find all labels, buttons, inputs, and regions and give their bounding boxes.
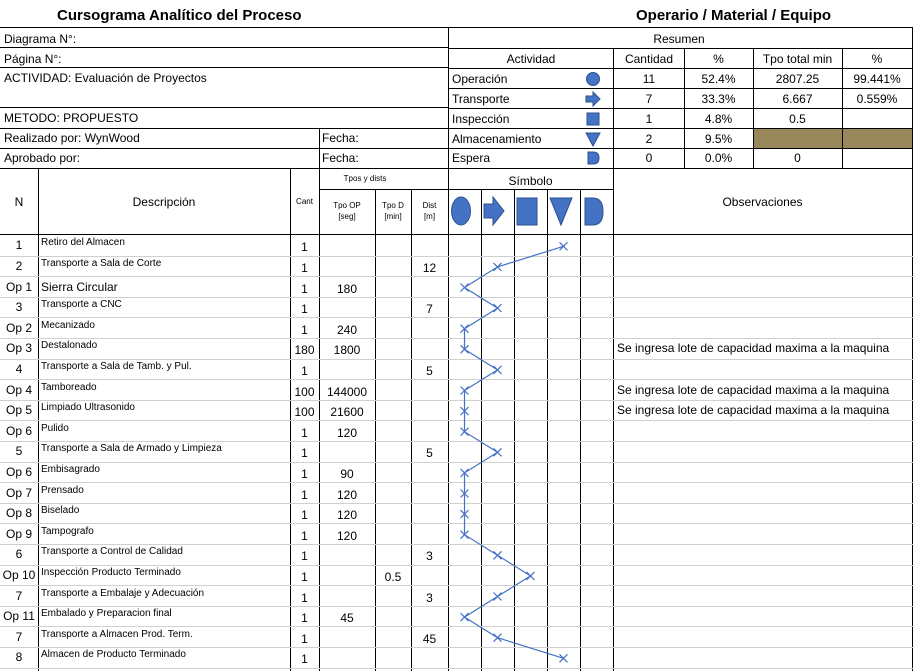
resumen-pct2-header: % <box>871 52 883 66</box>
row-cant: 1 <box>301 611 308 626</box>
flow-step-x-marker <box>560 242 568 250</box>
row-number: Op 11 <box>3 609 35 624</box>
row-observacion: Se ingresa lote de capacidad maxima a la maquina <box>617 382 890 397</box>
row-description: Transporte a Sala de Corte <box>41 257 162 269</box>
row-description: Tamboreado <box>41 381 97 393</box>
col-tiempos-header: Tpos y dists <box>343 174 387 183</box>
row-dist: 45 <box>422 631 437 646</box>
row-number: Op 4 <box>5 382 32 397</box>
resumen-pct-header: % <box>713 52 724 66</box>
row-dist: 3 <box>426 590 433 605</box>
row-dist: 7 <box>426 302 433 317</box>
row-number: Op 6 <box>5 423 32 438</box>
resumen-row-pct: 4.8% <box>704 112 733 126</box>
row-tpo-op: 120 <box>336 528 358 543</box>
row-cant: 100 <box>294 384 315 399</box>
row-cant: 180 <box>294 343 315 358</box>
row-tpo-op: 120 <box>336 425 358 440</box>
resumen-row-pct2: 0.559% <box>856 92 898 106</box>
row-dist: 3 <box>426 549 433 564</box>
flow-step-x-marker <box>527 572 535 580</box>
row-number: 5 <box>15 444 23 459</box>
metodo-label: METODO: PROPUESTO <box>4 111 139 125</box>
resumen-row-tpo: 2807.25 <box>775 72 820 86</box>
resumen-tpo-header: Tpo total min <box>762 52 833 66</box>
actividad-label: ACTIVIDAD: Evaluación de Proyectos <box>4 71 207 85</box>
resumen-row-pct: 0.0% <box>704 151 733 165</box>
row-description: Embisagrado <box>41 463 100 475</box>
row-cant: 1 <box>301 302 308 317</box>
col-tpo-d-header-1: Tpo D <box>382 201 404 210</box>
sheet-subtitle: Operario / Material / Equipo <box>636 7 832 24</box>
row-number: 8 <box>15 650 23 665</box>
row-number: Op 3 <box>5 341 32 356</box>
row-tpo-op: 45 <box>340 611 354 626</box>
row-tpo-op: 144000 <box>326 384 368 399</box>
realizado-label: Realizado por: WynWood <box>4 131 140 145</box>
resumen-row-pct: 33.3% <box>701 92 736 106</box>
resumen-row-label: Operación <box>452 72 508 86</box>
row-description: Transporte a CNC <box>41 299 122 311</box>
resumen-row-label: Inspección <box>452 112 510 126</box>
flow-step-x-marker <box>494 551 502 559</box>
row-observacion: Se ingresa lote de capacidad maxima a la maquina <box>617 403 890 418</box>
row-description: Limpiado Ultrasonido <box>41 402 135 414</box>
row-description: Biselado <box>41 505 80 517</box>
row-description: Inspección Producto Terminado <box>41 566 181 578</box>
row-description: Transporte a Sala de Armado y Limpieza <box>41 443 222 455</box>
row-tpo-op: 21600 <box>330 405 364 420</box>
row-cant: 1 <box>301 363 308 378</box>
flow-step-x-marker <box>494 634 502 642</box>
resumen-title: Resumen <box>653 32 705 46</box>
row-number: 7 <box>15 629 23 644</box>
flow-path <box>465 246 564 658</box>
row-cant: 1 <box>301 260 308 275</box>
row-observacion: Se ingresa lote de capacidad maxima a la maquina <box>617 341 890 356</box>
row-number: Op 5 <box>5 403 32 418</box>
row-description: Transporte a Sala de Tamb. y Pul. <box>41 360 192 372</box>
row-number: 7 <box>15 588 23 603</box>
resumen-row-label: Espera <box>452 151 491 165</box>
flow-step-x-marker <box>494 304 502 312</box>
flow-step-x-marker <box>494 448 502 456</box>
col-simbolo-header: Símbolo <box>508 174 553 188</box>
row-tpo-op: 180 <box>336 281 358 296</box>
row-cant: 100 <box>294 405 315 420</box>
row-description: Transporte a Almacen Prod. Term. <box>41 628 193 640</box>
row-description: Prensado <box>41 484 84 496</box>
resumen-row-pct: 9.5% <box>704 132 733 146</box>
resumen-row-pct: 52.4% <box>701 72 736 86</box>
diagrama-label: Diagrama N°: <box>4 32 77 46</box>
row-description: Transporte a Embalaje y Adecuación <box>41 587 205 599</box>
row-number: 2 <box>15 258 23 273</box>
row-tpo-op: 90 <box>340 466 354 481</box>
row-description: Embalado y Preparacion final <box>41 608 172 620</box>
row-cant: 1 <box>301 240 308 255</box>
row-tpo-op: 120 <box>336 487 358 502</box>
col-descripcion-header: Descripción <box>132 195 196 209</box>
row-number: Op 2 <box>5 320 32 335</box>
resumen-row-tpo: 0 <box>794 151 801 165</box>
sheet-title: Cursograma Analítico del Proceso <box>57 7 302 24</box>
row-description: Transporte a Control de Calidad <box>41 546 183 558</box>
row-number: Op 10 <box>2 567 36 582</box>
row-number: Op 6 <box>5 464 32 479</box>
row-number: 4 <box>15 361 23 376</box>
row-cant: 1 <box>301 281 308 296</box>
resumen-row-label: Almacenamiento <box>452 132 542 146</box>
flow-step-x-marker <box>494 593 502 601</box>
row-cant: 1 <box>301 446 308 461</box>
row-number: 3 <box>15 300 23 315</box>
row-cant: 1 <box>301 466 308 481</box>
col-dist-header-1: Dist <box>422 201 437 210</box>
pagina-label: Página N°: <box>4 52 62 66</box>
resumen-row-cantidad: 2 <box>645 132 653 146</box>
resumen-cantidad-header: Cantidad <box>624 52 674 66</box>
fecha-aprobado-label: Fecha: <box>322 151 359 165</box>
resumen-actividad-header: Actividad <box>506 52 556 66</box>
row-cant: 1 <box>301 322 308 337</box>
flow-step-x-marker <box>461 613 469 621</box>
row-cant: 1 <box>301 631 308 646</box>
resumen-row-cantidad: 11 <box>642 72 656 86</box>
row-number: Op 7 <box>5 485 32 500</box>
row-dist: 12 <box>422 260 437 275</box>
row-description: Pulido <box>41 422 69 434</box>
col-observaciones-header: Observaciones <box>722 195 803 209</box>
fecha-realizado-label: Fecha: <box>322 131 359 145</box>
col-dist-header-2: [m] <box>423 212 436 221</box>
resumen-row-pct2: 99.441% <box>853 72 901 86</box>
row-cant: 1 <box>301 528 308 543</box>
row-cant: 1 <box>301 590 308 605</box>
row-cant: 1 <box>301 425 308 440</box>
row-cant: 1 <box>301 569 308 584</box>
row-cant: 1 <box>301 487 308 502</box>
row-tpo-d: 0.5 <box>384 569 402 584</box>
row-cant: 1 <box>301 652 308 667</box>
col-n-header: N <box>14 195 24 209</box>
row-description: Retiro del Almacen <box>41 237 125 249</box>
flow-step-x-marker <box>494 366 502 374</box>
resumen-row-label: Transporte <box>452 92 510 106</box>
resumen-row-tpo: 0.5 <box>789 112 806 126</box>
row-description: Sierra Circular <box>41 279 118 294</box>
row-description: Almacen de Producto Terminado <box>41 649 186 661</box>
row-dist: 5 <box>426 446 433 461</box>
resumen-row-cantidad: 0 <box>645 151 653 165</box>
flow-step-x-marker <box>560 654 568 662</box>
row-tpo-op: 240 <box>336 322 358 337</box>
row-tpo-op: 1800 <box>333 343 361 358</box>
row-number: Op 1 <box>5 279 32 294</box>
row-cant: 1 <box>301 508 308 523</box>
resumen-row-cantidad: 7 <box>645 92 653 106</box>
row-number: Op 8 <box>5 506 32 521</box>
row-number: 6 <box>15 547 23 562</box>
row-number: 1 <box>15 238 23 253</box>
col-tpo-op-header-2: [seg] <box>338 212 356 221</box>
row-description: Mecanizado <box>41 319 95 331</box>
resumen-row-tpo: 6.667 <box>782 92 813 106</box>
row-description: Tampografo <box>41 525 94 537</box>
row-dist: 5 <box>426 363 433 378</box>
aprobado-label: Aprobado por: <box>4 151 81 165</box>
row-description: Destalonado <box>41 340 98 352</box>
resumen-row-cantidad: 1 <box>645 112 653 126</box>
row-tpo-op: 120 <box>336 508 358 523</box>
flow-step-x-marker <box>494 263 502 271</box>
row-number: Op 9 <box>5 526 32 541</box>
col-tpo-d-header-2: [min] <box>384 212 402 221</box>
row-cant: 1 <box>301 549 308 564</box>
flow-step-x-marker <box>461 284 469 292</box>
col-cant-header: Cant <box>296 197 313 206</box>
col-tpo-op-header-1: Tpo OP <box>333 201 361 210</box>
